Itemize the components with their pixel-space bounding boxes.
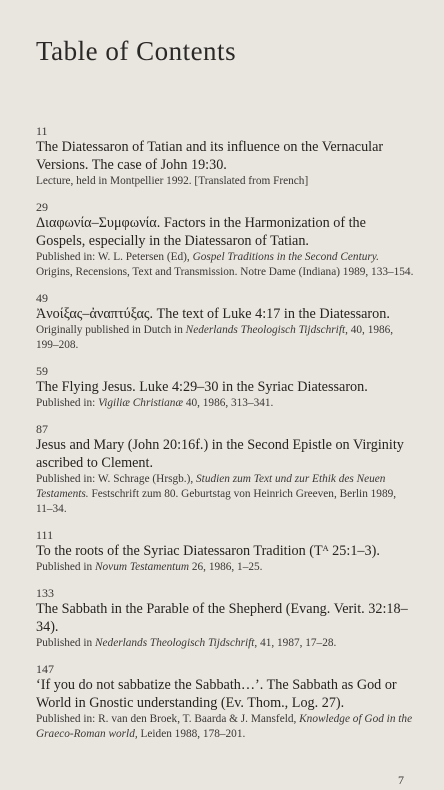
note-text: Published in [36,561,95,573]
note-italic-title: Studien zum Text und zur Ethik des Neuen Testaments. [36,473,386,500]
page-title: Table of Contents [36,36,237,66]
entry-title: The Diatessaron of Tatian and its influence on the Vernacular Versions. The case of John 19:30. [36,139,384,173]
entry-title: The Flying Jesus. Luke 4:29–30 in the Syriac Diatessaron. [36,379,368,395]
entry-title: ‘If you do not sabbatize the Sabbath…’. The Sabbath as God or World in Gnostic understanding (Ev. Thom., Log. 27). [36,677,397,711]
entry-page-number: 49 [36,291,48,305]
entry-note [36,712,414,742]
toc-list [36,124,414,753]
note-text: Originally published in Dutch in [36,324,186,336]
entry-page-number: 87 [36,422,48,436]
note-text: Published in: W. L. Petersen (Ed), [36,251,193,263]
toc-entry [36,662,414,742]
note-italic-title: Knowledge of God in the Graeco-Roman world, [36,713,413,740]
note-text: Festschrift zum 80. Geburtstag von Heinrich Greeven, Berlin 1989, 11–34. [36,488,397,515]
entry-note [36,560,414,575]
toc-entry [36,422,414,517]
note-text: Published in [36,637,95,649]
toc-entry [36,364,414,411]
entry-page-number: 29 [36,200,48,214]
note-text: , 40, 1986, 199–208. [36,324,394,351]
entry-note [36,250,414,280]
note-text: Leiden 1988, 178–201. [137,728,246,740]
note-text: , 41, 1987, 17–28. [254,637,337,649]
entry-page-number: 59 [36,364,48,378]
toc-entry [36,124,414,189]
entry-title: Διαφωνία–Συμφωνία. Factors in the Harmonization of the Gospels, especially in the Diatessaron of Tatian. [36,215,366,249]
entry-title: To the roots of the Syriac Diatessaron Tradition (Tᴬ 25:1–3). [36,543,380,559]
page-number: 7 [398,773,404,787]
entry-note [36,636,414,651]
entry-page-number: 11 [36,124,48,138]
note-italic-title: Nederlands Theologisch Tijdschrift [95,637,255,649]
entry-page-number: 147 [36,662,54,676]
entry-title: Ἀνοίξας–ἀναπτύξας. The text of Luke 4:17 in the Diatessaron. [36,306,390,322]
note-text: Published in: R. van den Broek, T. Baarda & J. Mansfeld, [36,713,300,725]
note-italic-title: Gospel Traditions in the Second Century. [192,251,379,263]
entry-title: The Sabbath in the Parable of the Shepherd (Evang. Verit. 32:18–34). [36,601,408,635]
note-text: Published in: W. Schrage (Hrsgb.), [36,473,197,485]
entry-note [36,396,414,411]
note-text: 26, 1986, 1–25. [189,561,263,573]
note-italic-title: Vigiliæ Christianæ [98,397,183,409]
note-text: 40, 1986, 313–341. [183,397,274,409]
toc-entry [36,528,414,575]
note-text: Published in: [36,397,99,409]
toc-entry [36,200,414,280]
note-italic-title: Novum Testamentum [95,561,190,573]
note-italic-title: Nederlands Theologisch Tijdschrift [185,324,346,336]
entry-note: Lecture, held in Montpellier 1992. [Translated from French] [36,175,309,187]
entry-page-number: 111 [36,528,54,542]
entry-page-number: 133 [36,586,54,600]
entry-note [36,472,414,517]
toc-entry [36,291,414,353]
toc-entry [36,586,414,651]
entry-title: Jesus and Mary (John 20:16f.) in the Second Epistle on Virginity ascribed to Clement. [36,437,404,471]
note-text: Origins, Recensions, Text and Transmission. Notre Dame (Indiana) 1989, 133–154. [36,266,414,278]
entry-note [36,323,414,353]
